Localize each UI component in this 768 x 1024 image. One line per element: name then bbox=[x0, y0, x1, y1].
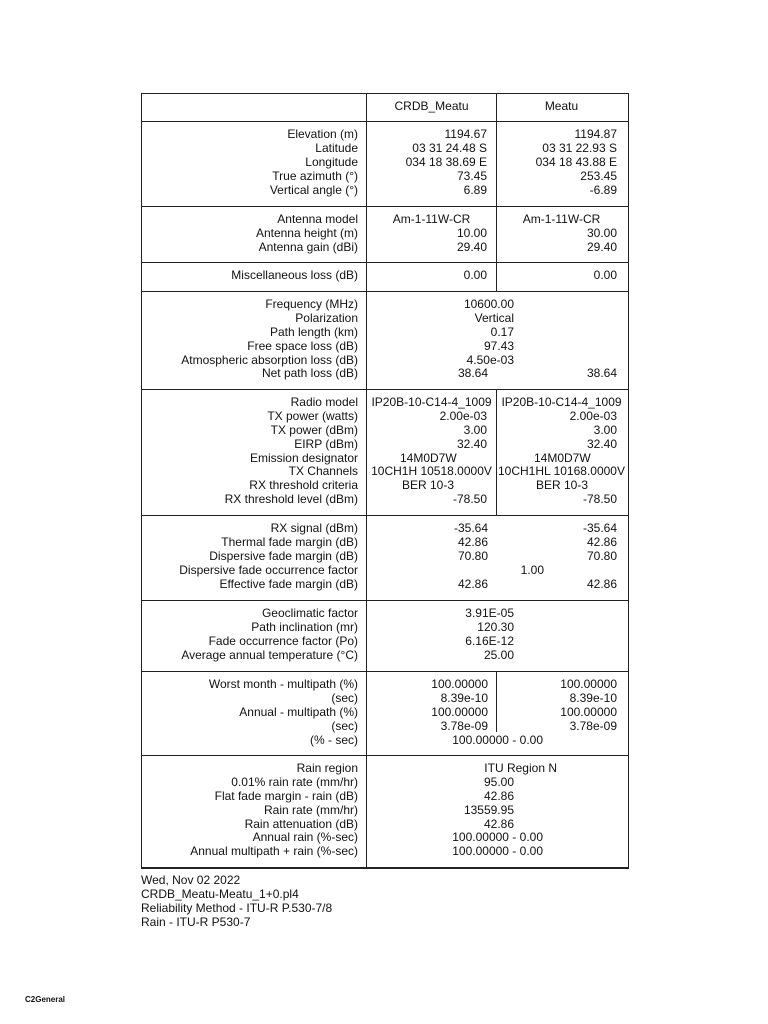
section-antenna bbox=[142, 206, 628, 262]
classification-label: C2General bbox=[25, 995, 66, 1004]
labels bbox=[142, 756, 367, 867]
header-site-b: Meatu bbox=[544, 99, 579, 113]
value-b-elevation: 1194.87 bbox=[574, 127, 617, 141]
value-fade-occurrence-factor: 6.16E-12 bbox=[465, 633, 514, 648]
report-footer bbox=[141, 873, 332, 929]
value-a-radio-model: IP20B-10-C14-4_1009 bbox=[371, 395, 492, 409]
value-a-azimuth: 73.45 bbox=[456, 168, 487, 183]
label-rx-threshold-criteria: RX threshold criteria bbox=[249, 478, 358, 493]
label-rain-rate-001: 0.01% rain rate (mm/hr) bbox=[231, 774, 358, 789]
value-a-vertical-angle: 6.89 bbox=[463, 182, 487, 197]
label-rx-threshold-level: RX threshold level (dBm) bbox=[224, 492, 358, 507]
label-rx-signal: RX signal (dBm) bbox=[270, 521, 358, 535]
value-b-worst-month-multipath: 100.00000 bbox=[560, 677, 617, 691]
label-thermal-fade-margin: Thermal fade margin (dB) bbox=[221, 534, 358, 549]
value-a-annual-multipath: 100.00000 bbox=[431, 704, 488, 719]
label-path-inclination: Path inclination (mr) bbox=[251, 619, 358, 634]
shared-values bbox=[367, 601, 514, 671]
value-flat-fade-margin-rain: 42.86 bbox=[483, 788, 514, 803]
value-b-annual-multipath: 100.00000 bbox=[560, 704, 617, 719]
site-a-values bbox=[367, 390, 497, 515]
label-atmospheric-loss: Atmospheric absorption loss (dB) bbox=[181, 352, 358, 367]
value-a-worst-month-multipath: 100.00000 bbox=[431, 677, 488, 691]
value-a-elevation: 1194.67 bbox=[444, 127, 487, 141]
value-a-tx-power-watts: 2.00e-03 bbox=[439, 408, 487, 423]
label-frequency: Frequency (MHz) bbox=[265, 297, 358, 311]
value-a-rx-signal: -35.64 bbox=[453, 521, 488, 535]
labels bbox=[142, 672, 367, 755]
value-b-vertical-angle: -6.89 bbox=[589, 182, 617, 197]
value-a-tx-channels: 10CH1H 10518.0000V bbox=[371, 464, 492, 479]
table-header-row bbox=[142, 94, 628, 121]
report-date: Wed, Nov 02 2022 bbox=[141, 873, 241, 887]
shared-values bbox=[367, 756, 557, 867]
label-longitude: Longitude bbox=[305, 154, 358, 169]
label-rain-rate: Rain rate (mm/hr) bbox=[263, 802, 358, 817]
value-b-net-path-loss: 38.64 bbox=[586, 366, 617, 381]
section-path bbox=[142, 291, 628, 389]
value-b-dispersive-fade-margin: 70.80 bbox=[586, 548, 617, 563]
section-rain bbox=[142, 755, 628, 867]
labels bbox=[142, 292, 367, 389]
value-rain-region: ITU Region N bbox=[484, 761, 557, 775]
label-rain-attenuation: Rain attenuation (dB) bbox=[244, 816, 358, 831]
value-b-thermal-fade-margin: 42.86 bbox=[586, 534, 617, 549]
value-b-azimuth: 253.45 bbox=[580, 168, 617, 183]
value-a-worst-month-sec: 8.39e-10 bbox=[440, 690, 488, 705]
value-annual-multipath-rain: 100.00000 - 0.00 bbox=[452, 844, 543, 859]
value-rain-rate-001: 95.00 bbox=[483, 774, 514, 789]
value-b-latitude: 03 31 22.93 S bbox=[542, 140, 617, 155]
value-a-annual-sec: 3.78e-09 bbox=[440, 718, 488, 733]
label-free-space-loss: Free space loss (dB) bbox=[247, 338, 358, 353]
value-a-dispersive-fade-margin: 70.80 bbox=[457, 548, 488, 563]
reliability-method: Reliability Method - ITU-R P.530-7/8 bbox=[141, 901, 333, 915]
value-a-rx-threshold-level: -78.50 bbox=[452, 492, 487, 507]
value-rain-rate: 13559.95 bbox=[463, 802, 514, 817]
label-dispersive-fade-margin: Dispersive fade margin (dB) bbox=[209, 548, 358, 563]
empty-cell bbox=[497, 756, 626, 867]
value-geoclimatic-factor: 3.91E-05 bbox=[465, 606, 514, 620]
value-b-tx-power-dbm: 3.00 bbox=[593, 422, 617, 437]
label-emission-designator: Emission designator bbox=[249, 450, 358, 465]
labels bbox=[142, 601, 367, 671]
value-rain-attenuation: 42.86 bbox=[483, 816, 514, 831]
value-a-thermal-fade-margin: 42.86 bbox=[457, 534, 488, 549]
rain-method: Rain - ITU-R P530-7 bbox=[141, 915, 251, 929]
label-true-azimuth: True azimuth (°) bbox=[272, 168, 358, 183]
label-flat-fade-margin-rain: Flat fade margin - rain (dB) bbox=[214, 788, 358, 803]
link-budget-table bbox=[141, 93, 629, 869]
section-site-geometry bbox=[142, 121, 628, 206]
label-annual-multipath: Annual - multipath (%) bbox=[239, 704, 358, 719]
value-b-misc-loss: 0.00 bbox=[593, 268, 617, 282]
value-b-rx-signal: -35.64 bbox=[582, 521, 617, 535]
value-b-tx-power-watts: 2.00e-03 bbox=[569, 408, 617, 423]
label-antenna-gain: Antenna gain (dBi) bbox=[258, 239, 358, 254]
value-a-emission-designator: 14M0D7W bbox=[400, 450, 457, 465]
site-b-values bbox=[497, 292, 626, 389]
labels bbox=[142, 390, 367, 515]
label-fade-occurrence-factor: Fade occurrence factor (Po) bbox=[208, 633, 358, 648]
value-b-annual-sec: 3.78e-09 bbox=[569, 718, 617, 733]
value-b-antenna-height: 30.00 bbox=[586, 225, 617, 240]
value-a-rx-threshold-criteria: BER 10-3 bbox=[402, 478, 455, 493]
label-annual-sec: (sec) bbox=[331, 718, 358, 733]
label-elevation: Elevation (m) bbox=[287, 127, 358, 141]
value-a-antenna-height: 10.00 bbox=[456, 225, 487, 240]
value-b-antenna-gain: 29.40 bbox=[586, 239, 617, 254]
site-a-values bbox=[367, 263, 497, 291]
value-b-antenna-model: Am-1-11W-CR bbox=[522, 212, 601, 226]
label-radio-model: Radio model bbox=[290, 395, 358, 409]
section-multipath bbox=[142, 671, 628, 755]
label-tx-power-dbm: TX power (dBm) bbox=[270, 422, 358, 437]
shared-values bbox=[367, 292, 514, 389]
value-b-longitude: 034 18 43.88 E bbox=[535, 154, 617, 169]
value-free-space-loss: 97.43 bbox=[483, 338, 514, 353]
value-polarization: Vertical bbox=[474, 310, 514, 325]
value-b-eirp: 32.40 bbox=[586, 436, 617, 451]
label-annual-rain: Annual rain (%-sec) bbox=[252, 830, 358, 845]
value-a-net-path-loss: 38.64 bbox=[457, 366, 488, 381]
site-a-values bbox=[367, 207, 497, 262]
label-path-length: Path length (km) bbox=[269, 324, 358, 339]
label-misc-loss: Miscellaneous loss (dB) bbox=[231, 268, 358, 282]
empty-cell bbox=[497, 601, 626, 671]
site-b-values bbox=[497, 122, 626, 206]
site-b-values bbox=[497, 263, 626, 291]
labels bbox=[142, 122, 367, 206]
site-b-values bbox=[497, 516, 626, 600]
value-b-emission-designator: 14M0D7W bbox=[534, 450, 591, 465]
value-b-radio-model: IP20B-10-C14-4_1009 bbox=[501, 395, 622, 409]
label-eirp: EIRP (dBm) bbox=[294, 436, 358, 451]
label-latitude: Latitude bbox=[315, 140, 358, 155]
site-a-values bbox=[367, 122, 497, 206]
value-a-misc-loss: 0.00 bbox=[463, 268, 487, 282]
value-path-length: 0.17 bbox=[490, 324, 514, 339]
label-percent-sec: (% - sec) bbox=[310, 732, 358, 747]
value-b-tx-channels: 10CH1HL 10168.0000V bbox=[498, 464, 625, 479]
labels bbox=[142, 263, 367, 291]
header-site-a: CRDB_Meatu bbox=[367, 94, 497, 121]
section-radio bbox=[142, 389, 628, 515]
section-misc-loss bbox=[142, 262, 628, 291]
value-a-antenna-model: Am-1-11W-CR bbox=[392, 212, 471, 226]
site-a-values bbox=[367, 516, 544, 600]
value-a-effective-fade-margin: 42.86 bbox=[457, 576, 488, 591]
value-a-tx-power-dbm: 3.00 bbox=[463, 422, 487, 437]
label-tx-channels: TX Channels bbox=[288, 464, 358, 479]
section-geoclimatic bbox=[142, 600, 628, 671]
section-fade-margin bbox=[142, 515, 628, 600]
label-worst-month-multipath: Worst month - multipath (%) bbox=[208, 677, 358, 691]
label-rain-region: Rain region bbox=[296, 761, 358, 775]
label-antenna-height: Antenna height (m) bbox=[255, 225, 358, 240]
value-a-longitude: 034 18 38.69 E bbox=[405, 154, 487, 169]
labels bbox=[142, 516, 367, 600]
value-avg-annual-temperature: 25.00 bbox=[483, 647, 514, 662]
value-percent-sec: 100.00000 - 0.00 bbox=[452, 732, 543, 747]
site-b-values bbox=[497, 207, 626, 262]
value-atmospheric-loss: 4.50e-03 bbox=[466, 352, 514, 367]
label-geoclimatic-factor: Geoclimatic factor bbox=[261, 606, 358, 620]
label-antenna-model: Antenna model bbox=[277, 212, 358, 226]
value-frequency: 10600.00 bbox=[463, 297, 514, 311]
label-annual-multipath-rain: Annual multipath + rain (%-sec) bbox=[190, 844, 358, 859]
value-b-effective-fade-margin: 42.86 bbox=[586, 576, 617, 591]
site-b-values bbox=[497, 390, 626, 515]
value-path-inclination: 120.30 bbox=[477, 619, 514, 634]
header-empty-cell bbox=[142, 94, 367, 121]
value-a-latitude: 03 31 24.48 S bbox=[412, 140, 487, 155]
value-annual-rain: 100.00000 - 0.00 bbox=[452, 830, 543, 845]
label-avg-annual-temperature: Average annual temperature (°C) bbox=[181, 647, 358, 662]
site-b-values bbox=[497, 672, 626, 755]
report-filename: CRDB_Meatu-Meatu_1+0.pl4 bbox=[141, 887, 299, 901]
label-dispersive-fade-factor: Dispersive fade occurrence factor bbox=[179, 562, 358, 577]
label-polarization: Polarization bbox=[295, 310, 358, 325]
value-a-eirp: 32.40 bbox=[456, 436, 487, 451]
value-a-antenna-gain: 29.40 bbox=[456, 239, 487, 254]
value-dispersive-fade-factor: 1.00 bbox=[520, 562, 544, 577]
value-b-rx-threshold-criteria: BER 10-3 bbox=[536, 478, 589, 493]
label-worst-month-sec: (sec) bbox=[331, 690, 358, 705]
label-net-path-loss: Net path loss (dB) bbox=[261, 366, 358, 381]
labels bbox=[142, 207, 367, 262]
label-effective-fade-margin: Effective fade margin (dB) bbox=[219, 576, 358, 591]
value-b-rx-threshold-level: -78.50 bbox=[582, 492, 617, 507]
label-tx-power-watts: TX power (watts) bbox=[267, 408, 358, 423]
value-b-worst-month-sec: 8.39e-10 bbox=[569, 690, 617, 705]
site-a-values bbox=[367, 672, 543, 755]
label-vertical-angle: Vertical angle (°) bbox=[269, 182, 358, 197]
